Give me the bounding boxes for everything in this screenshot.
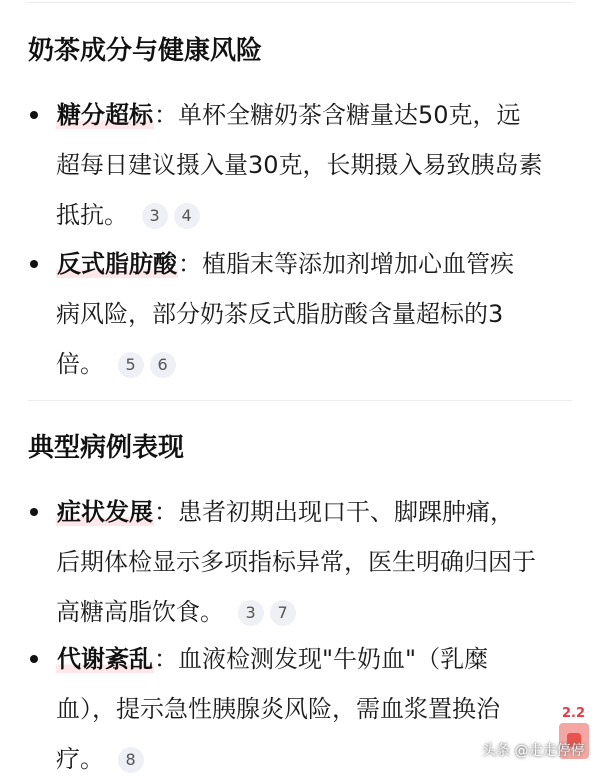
citation-badge[interactable]: 3 (142, 203, 168, 229)
line-text: 抵抗。 (56, 201, 128, 229)
top-divider (28, 2, 572, 3)
line-text: 疗。 (56, 745, 104, 773)
line-text: ：单杯全糖奶茶含糖量达50克，远 (154, 101, 521, 129)
citation-group (136, 190, 200, 240)
citation-group (112, 734, 144, 784)
citation-badge[interactable]: 8 (118, 747, 144, 773)
line-text: 病风险，部分奶茶反式脂肪酸含量超标的3 (56, 300, 504, 328)
bullet-paragraph (28, 487, 580, 637)
list-item (28, 487, 580, 637)
citation-badge[interactable]: 3 (238, 600, 264, 626)
line-text: 超每日建议摄入量30克，长期摄入易致胰岛素 (56, 151, 543, 179)
line-text: ：植脂末等添加剂增加心血管疾 (178, 250, 514, 278)
line-text: 血），提示急性胰腺炎风险，需血浆置换治 (56, 695, 500, 723)
citation-badge[interactable]: 7 (270, 600, 296, 626)
bullet-paragraph (28, 239, 580, 389)
list-item (28, 90, 580, 240)
line-text: ：血液检测发现"牛奶血"（乳糜 (154, 645, 489, 673)
citation-badge[interactable]: 4 (174, 203, 200, 229)
term-sugar: 糖分超标 (57, 101, 153, 129)
bullet-paragraph (28, 634, 580, 784)
bullet-dot (30, 260, 38, 268)
bullet-dot (30, 508, 38, 516)
section-case-symptoms (28, 431, 580, 465)
line-text: 后期体检显示多项指标异常，医生明确归因于 (56, 548, 536, 576)
bullet-dot (30, 655, 38, 663)
section-title: 典型病例表现 (28, 433, 185, 463)
list-item (28, 239, 580, 389)
citation-group (112, 339, 176, 389)
citation-badge[interactable]: 5 (118, 352, 144, 378)
bullet-paragraph (28, 90, 580, 240)
bullet-dot (30, 111, 38, 119)
citation-badge[interactable]: 6 (150, 352, 176, 378)
badge-number: 2.2 (562, 706, 586, 721)
citation-group (232, 587, 296, 637)
section-title: 奶茶成分与健康风险 (28, 36, 263, 66)
watermark: 头条 @走走停停 (482, 743, 585, 759)
term-symptoms: 症状发展 (57, 498, 153, 526)
section-divider (28, 400, 572, 401)
list-item (28, 634, 580, 784)
line-text: 高糖高脂饮食。 (56, 598, 224, 626)
section-health-risks (28, 34, 580, 68)
line-text: 倍。 (56, 350, 104, 378)
term-metabolic: 代谢紊乱 (57, 645, 153, 673)
term-trans-fat: 反式脂肪酸 (57, 250, 177, 278)
line-text: ：患者初期出现口干、脚踝肿痛， (154, 498, 514, 526)
